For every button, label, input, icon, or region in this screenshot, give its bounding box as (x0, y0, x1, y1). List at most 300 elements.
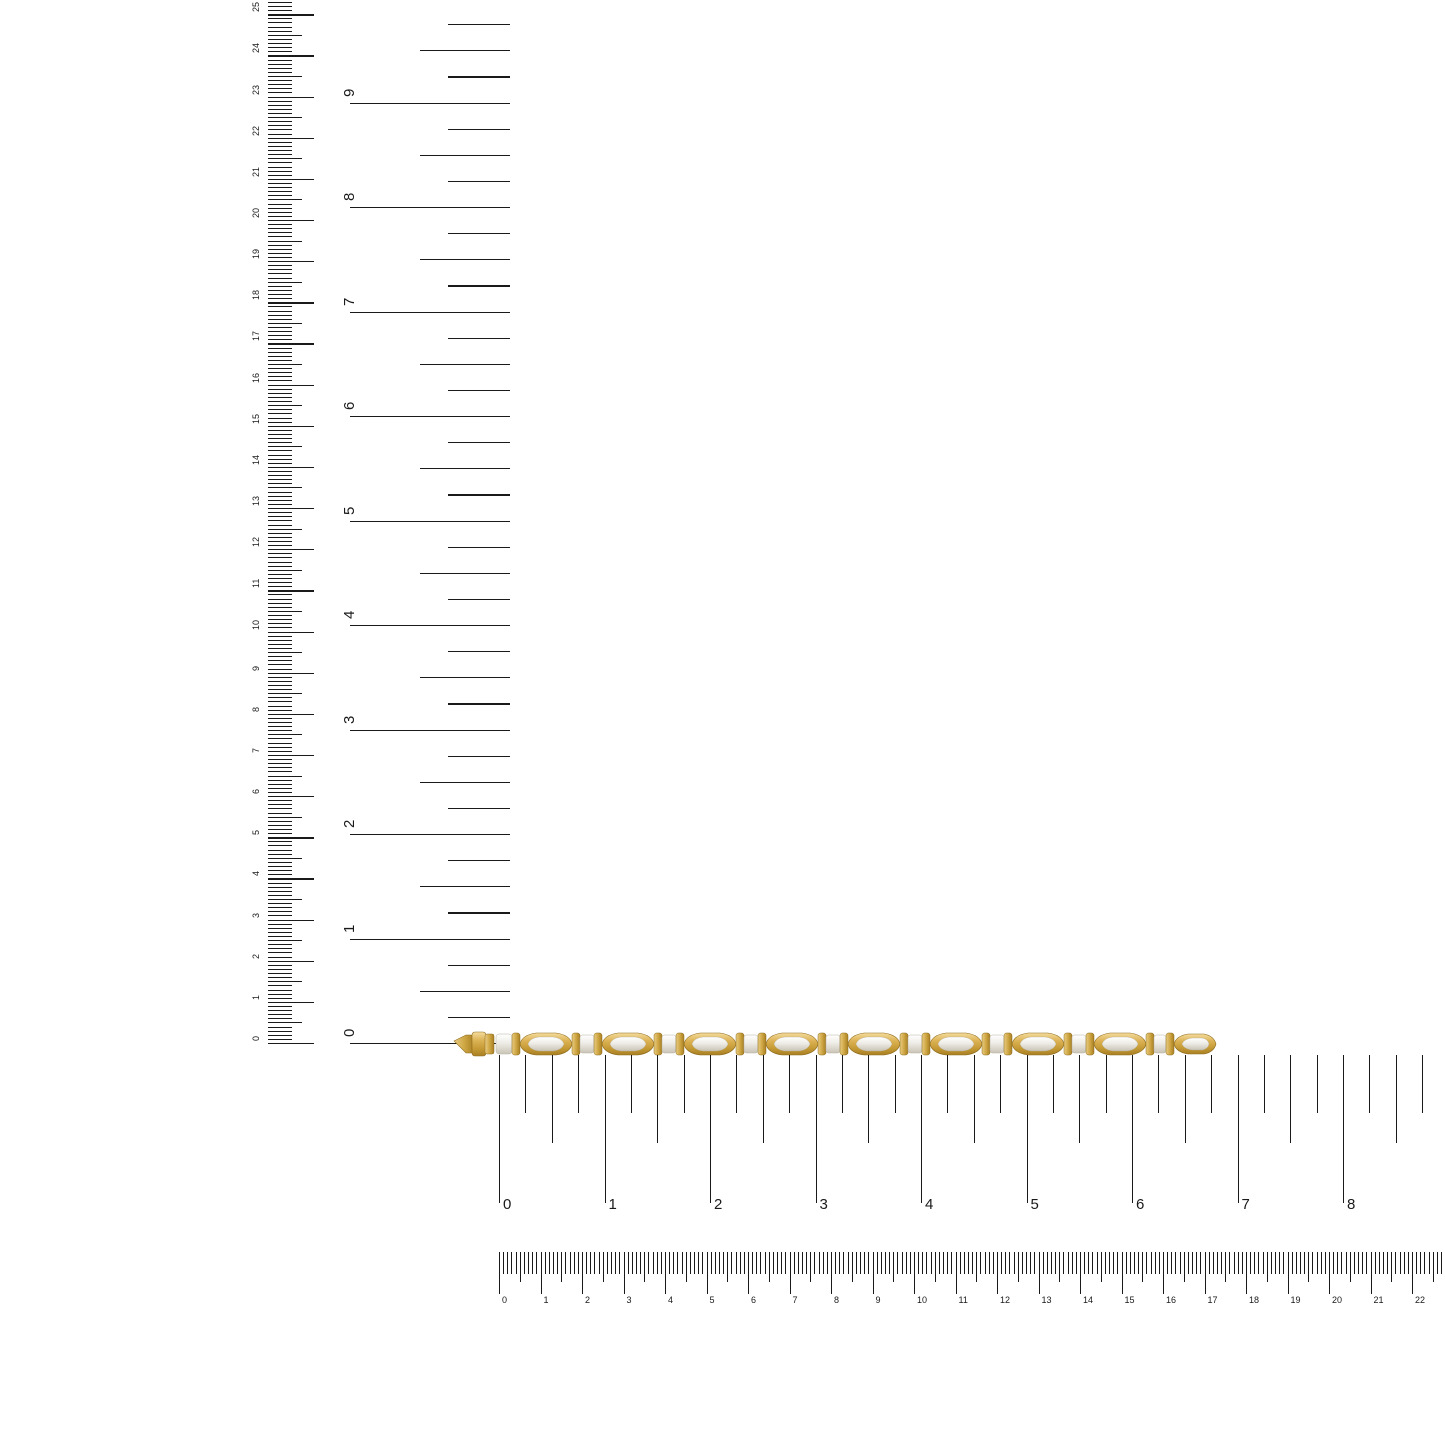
horizontal-cm-minor-tick (507, 1252, 508, 1274)
vertical-cm-major-tick (268, 343, 314, 344)
vertical-cm-minor-tick (268, 706, 292, 707)
horizontal-cm-minor-tick (1234, 1252, 1235, 1274)
vertical-cm-minor-tick (268, 1006, 292, 1007)
vertical-inch-minor-tick (448, 338, 510, 339)
horizontal-cm-minor-tick (511, 1252, 512, 1274)
horizontal-cm-label: 20 (1332, 1295, 1343, 1305)
horizontal-cm-minor-tick (1387, 1252, 1388, 1274)
vertical-cm-minor-tick (268, 142, 292, 143)
vertical-cm-minor-tick (268, 397, 292, 398)
vertical-inch-major-tick (350, 312, 510, 313)
horizontal-cm-minor-tick (607, 1252, 608, 1274)
horizontal-cm-minor-tick (1263, 1252, 1264, 1274)
vertical-cm-minor-tick (268, 43, 292, 44)
vertical-cm-minor-tick (268, 697, 292, 698)
vertical-cm-minor-tick (268, 492, 292, 493)
vertical-inch-minor-tick (448, 965, 510, 966)
vertical-cm-minor-tick (268, 286, 292, 287)
vertical-inch-minor-tick (448, 599, 510, 600)
horizontal-cm-minor-tick (503, 1252, 504, 1274)
horizontal-cm-minor-tick (636, 1252, 637, 1274)
vertical-cm-minor-tick (268, 455, 292, 456)
horizontal-cm-minor-tick (1395, 1252, 1396, 1274)
horizontal-cm-minor-tick (989, 1252, 990, 1274)
vertical-cm-minor-tick (268, 76, 302, 77)
horizontal-cm-minor-tick (1404, 1252, 1405, 1274)
vertical-cm-minor-tick (268, 500, 292, 501)
vertical-cm-minor-tick (268, 640, 292, 641)
vertical-inch-label: 7 (341, 297, 358, 306)
vertical-cm-label: 2 (251, 953, 261, 959)
horizontal-cm-minor-tick (1113, 1252, 1114, 1274)
vertical-cm-minor-tick (268, 845, 292, 846)
horizontal-inch-minor-tick (657, 1055, 658, 1143)
horizontal-cm-minor-tick (856, 1252, 857, 1274)
horizontal-cm-label: 22 (1415, 1295, 1426, 1305)
vertical-inch-label: 2 (341, 819, 358, 828)
vertical-cm-minor-tick (268, 405, 302, 406)
vertical-cm-minor-tick (268, 751, 292, 752)
vertical-cm-label: 16 (251, 372, 261, 383)
horizontal-cm-minor-tick (814, 1252, 815, 1274)
horizontal-cm-minor-tick (1238, 1252, 1239, 1274)
vertical-cm-minor-tick (268, 940, 302, 941)
horizontal-cm-minor-tick (657, 1252, 658, 1274)
horizontal-cm-minor-tick (1196, 1252, 1197, 1274)
horizontal-cm-minor-tick (1321, 1252, 1322, 1274)
vertical-cm-minor-tick (268, 1035, 292, 1036)
horizontal-cm-minor-tick (1441, 1252, 1442, 1274)
vertical-cm-major-tick (268, 961, 314, 962)
vertical-cm-label: 7 (251, 747, 261, 753)
vertical-cm-minor-tick (268, 660, 292, 661)
horizontal-cm-minor-tick (823, 1252, 824, 1274)
vertical-cm-minor-tick (268, 990, 292, 991)
horizontal-inch-minor-tick (1158, 1055, 1159, 1113)
vertical-cm-minor-tick (268, 487, 302, 488)
vertical-cm-minor-tick (268, 718, 292, 719)
vertical-cm-major-tick (268, 878, 314, 879)
vertical-cm-minor-tick (268, 738, 292, 739)
horizontal-cm-minor-tick (877, 1252, 878, 1274)
vertical-cm-major-tick (268, 714, 314, 715)
horizontal-cm-minor-tick (1142, 1252, 1143, 1282)
vertical-cm-minor-tick (268, 599, 292, 600)
horizontal-cm-minor-tick (744, 1252, 745, 1274)
vertical-cm-minor-tick (268, 68, 292, 69)
vertical-cm-minor-tick (268, 615, 292, 616)
vertical-inch-minor-tick (448, 547, 510, 548)
vertical-cm-minor-tick (268, 241, 302, 242)
horizontal-cm-label: 12 (1000, 1295, 1011, 1305)
vertical-cm-minor-tick (268, 463, 292, 464)
vertical-cm-minor-tick (268, 553, 292, 554)
horizontal-cm-minor-tick (864, 1252, 865, 1274)
vertical-cm-minor-tick (268, 866, 292, 867)
horizontal-cm-minor-tick (1192, 1252, 1193, 1274)
horizontal-inch-minor-tick (1185, 1055, 1186, 1143)
horizontal-cm-minor-tick (1009, 1252, 1010, 1274)
horizontal-inch-minor-tick (631, 1055, 632, 1113)
horizontal-cm-major-tick (1205, 1252, 1206, 1294)
horizontal-cm-minor-tick (1001, 1252, 1002, 1274)
vertical-cm-minor-tick (268, 84, 292, 85)
vertical-cm-minor-tick (268, 689, 292, 690)
vertical-cm-major-tick (268, 755, 314, 756)
vertical-cm-minor-tick (268, 364, 302, 365)
horizontal-cm-minor-tick (1088, 1252, 1089, 1274)
horizontal-cm-minor-tick (736, 1252, 737, 1274)
horizontal-inch-minor-tick (868, 1055, 869, 1143)
horizontal-cm-label: 16 (1166, 1295, 1177, 1305)
vertical-cm-minor-tick (268, 644, 292, 645)
vertical-inch-minor-tick (420, 991, 510, 992)
horizontal-inch-major-tick (1027, 1055, 1028, 1203)
horizontal-cm-major-tick (1163, 1252, 1164, 1294)
vertical-inch-minor-tick (420, 468, 510, 469)
horizontal-cm-minor-tick (1375, 1252, 1376, 1274)
horizontal-cm-minor-tick (1391, 1252, 1392, 1282)
vertical-cm-minor-tick (268, 557, 292, 558)
vertical-cm-minor-tick (268, 306, 292, 307)
vertical-cm-minor-tick (268, 422, 292, 423)
vertical-cm-minor-tick (268, 92, 292, 93)
horizontal-cm-minor-tick (611, 1252, 612, 1274)
vertical-cm-minor-tick (268, 483, 292, 484)
vertical-cm-label: 17 (251, 331, 261, 342)
horizontal-inch-minor-tick (525, 1055, 526, 1113)
horizontal-cm-minor-tick (848, 1252, 849, 1274)
vertical-cm-minor-tick (268, 282, 302, 283)
vertical-cm-minor-tick (268, 117, 302, 118)
horizontal-cm-minor-tick (532, 1252, 533, 1274)
vertical-cm-minor-tick (268, 743, 292, 744)
vertical-cm-label: 15 (251, 413, 261, 424)
vertical-cm-minor-tick (268, 471, 292, 472)
horizontal-cm-minor-tick (1076, 1252, 1077, 1274)
horizontal-cm-minor-tick (669, 1252, 670, 1274)
vertical-cm-minor-tick (268, 319, 292, 320)
horizontal-cm-minor-tick (574, 1252, 575, 1274)
vertical-cm-label: 23 (251, 84, 261, 95)
vertical-cm-label: 21 (251, 166, 261, 177)
horizontal-cm-major-tick (1246, 1252, 1247, 1294)
vertical-cm-label: 3 (251, 912, 261, 918)
horizontal-cm-minor-tick (893, 1252, 894, 1282)
vertical-cm-minor-tick (268, 323, 302, 324)
vertical-cm-minor-tick (268, 249, 292, 250)
horizontal-inch-label: 5 (1030, 1196, 1039, 1213)
vertical-cm-minor-tick (268, 825, 292, 826)
horizontal-cm-minor-tick (1317, 1252, 1318, 1274)
vertical-cm-minor-tick (268, 80, 292, 81)
horizontal-cm-label: 19 (1290, 1295, 1301, 1305)
vertical-cm-major-tick (268, 590, 314, 591)
vertical-cm-minor-tick (268, 121, 292, 122)
vertical-cm-minor-tick (268, 434, 292, 435)
horizontal-inch-minor-tick (1211, 1055, 1212, 1113)
vertical-cm-minor-tick (268, 409, 292, 410)
horizontal-cm-minor-tick (686, 1252, 687, 1282)
horizontal-cm-label: 5 (709, 1295, 715, 1305)
vertical-cm-minor-tick (268, 648, 292, 649)
vertical-cm-major-tick (268, 920, 314, 921)
horizontal-cm-minor-tick (760, 1252, 761, 1274)
horizontal-cm-minor-tick (1341, 1252, 1342, 1274)
vertical-inch-minor-tick (448, 390, 510, 391)
vertical-cm-minor-tick (268, 278, 292, 279)
vertical-cm-minor-tick (268, 578, 292, 579)
horizontal-cm-minor-tick (1437, 1252, 1438, 1274)
horizontal-cm-minor-tick (976, 1252, 977, 1282)
vertical-inch-minor-tick (448, 442, 510, 443)
vertical-inch-minor-tick (448, 181, 510, 182)
vertical-cm-minor-tick (268, 199, 302, 200)
horizontal-cm-minor-tick (810, 1252, 811, 1282)
vertical-cm-minor-tick (268, 701, 292, 702)
horizontal-cm-label: 15 (1124, 1295, 1135, 1305)
horizontal-cm-minor-tick (1026, 1252, 1027, 1274)
vertical-cm-minor-tick (268, 957, 292, 958)
vertical-cm-minor-tick (268, 22, 292, 23)
horizontal-inch-label: 8 (1347, 1196, 1356, 1213)
horizontal-cm-label: 17 (1207, 1295, 1218, 1305)
vertical-cm-minor-tick (268, 887, 292, 888)
horizontal-inch-minor-tick (736, 1055, 737, 1113)
vertical-cm-minor-tick (268, 936, 292, 937)
vertical-cm-minor-tick (268, 911, 292, 912)
vertical-inch-label: 1 (341, 924, 358, 933)
horizontal-cm-minor-tick (939, 1252, 940, 1274)
horizontal-cm-minor-tick (1325, 1252, 1326, 1274)
vertical-cm-minor-tick (268, 208, 292, 209)
horizontal-cm-minor-tick (985, 1252, 986, 1274)
horizontal-cm-minor-tick (897, 1252, 898, 1274)
vertical-cm-minor-tick (268, 813, 292, 814)
vertical-cm-minor-tick (268, 677, 292, 678)
horizontal-cm-minor-tick (1126, 1252, 1127, 1274)
horizontal-cm-minor-tick (590, 1252, 591, 1274)
horizontal-inch-minor-tick (1079, 1055, 1080, 1143)
vertical-inch-minor-tick (448, 651, 510, 652)
vertical-cm-minor-tick (268, 903, 292, 904)
vertical-inch-label: 0 (341, 1028, 358, 1037)
horizontal-cm-minor-tick (1171, 1252, 1172, 1274)
horizontal-inch-label: 4 (925, 1196, 934, 1213)
vertical-cm-label: 20 (251, 207, 261, 218)
horizontal-cm-major-tick (748, 1252, 749, 1294)
vertical-cm-label: 6 (251, 789, 261, 795)
horizontal-cm-minor-tick (881, 1252, 882, 1274)
vertical-cm-minor-tick (268, 977, 292, 978)
vertical-cm-minor-tick (268, 969, 292, 970)
vertical-cm-minor-tick (268, 18, 292, 19)
vertical-inch-major-tick (350, 730, 510, 731)
vertical-cm-minor-tick (268, 525, 292, 526)
horizontal-cm-minor-tick (889, 1252, 890, 1274)
vertical-cm-label: 11 (251, 579, 261, 589)
vertical-cm-minor-tick (268, 533, 292, 534)
horizontal-cm-minor-tick (1420, 1252, 1421, 1274)
horizontal-cm-minor-tick (1109, 1252, 1110, 1274)
horizontal-cm-minor-tick (1424, 1252, 1425, 1274)
horizontal-inch-minor-tick (684, 1055, 685, 1113)
vertical-cm-minor-tick (268, 504, 292, 505)
vertical-cm-major-tick (268, 837, 314, 838)
horizontal-cm-minor-tick (1068, 1252, 1069, 1274)
vertical-inch-label: 5 (341, 506, 358, 515)
vertical-cm-major-tick (268, 97, 314, 98)
vertical-cm-major-tick (268, 302, 314, 303)
vertical-inch-minor-tick (448, 24, 510, 25)
horizontal-cm-minor-tick (1138, 1252, 1139, 1274)
horizontal-inch-minor-tick (1422, 1055, 1423, 1113)
horizontal-cm-major-tick (1371, 1252, 1372, 1294)
vertical-cm-minor-tick (268, 858, 302, 859)
vertical-inch-minor-tick (448, 285, 510, 286)
horizontal-cm-minor-tick (557, 1252, 558, 1274)
vertical-cm-minor-tick (268, 537, 292, 538)
horizontal-cm-minor-tick (1258, 1252, 1259, 1274)
horizontal-cm-minor-tick (1408, 1252, 1409, 1274)
vertical-cm-minor-tick (268, 915, 292, 916)
vertical-cm-minor-tick (268, 315, 292, 316)
horizontal-cm-minor-tick (1292, 1252, 1293, 1274)
vertical-cm-minor-tick (268, 627, 292, 628)
horizontal-cm-minor-tick (1184, 1252, 1185, 1282)
vertical-cm-minor-tick (268, 874, 292, 875)
vertical-cm-minor-tick (268, 685, 292, 686)
horizontal-cm-minor-tick (756, 1252, 757, 1274)
horizontal-cm-minor-tick (819, 1252, 820, 1274)
horizontal-cm-minor-tick (1346, 1252, 1347, 1274)
horizontal-inch-major-tick (1238, 1055, 1239, 1203)
vertical-inch-label: 4 (341, 610, 358, 619)
vertical-cm-minor-tick (268, 105, 292, 106)
vertical-cm-minor-tick (268, 730, 292, 731)
vertical-cm-minor-tick (268, 574, 292, 575)
horizontal-cm-minor-tick (1225, 1252, 1226, 1282)
horizontal-inch-minor-tick (1264, 1055, 1265, 1113)
horizontal-cm-minor-tick (943, 1252, 944, 1274)
horizontal-cm-minor-tick (1167, 1252, 1168, 1274)
horizontal-cm-minor-tick (926, 1252, 927, 1274)
horizontal-cm-minor-tick (1350, 1252, 1351, 1282)
horizontal-cm-minor-tick (972, 1252, 973, 1274)
vertical-cm-major-tick (268, 55, 314, 56)
horizontal-cm-minor-tick (1400, 1252, 1401, 1274)
horizontal-cm-minor-tick (698, 1252, 699, 1274)
vertical-cm-minor-tick (268, 656, 292, 657)
vertical-inch-label: 3 (341, 715, 358, 724)
horizontal-inch-minor-tick (1396, 1055, 1397, 1143)
horizontal-cm-minor-tick (980, 1252, 981, 1274)
horizontal-cm-minor-tick (740, 1252, 741, 1274)
vertical-cm-minor-tick (268, 51, 292, 52)
vertical-inch-minor-tick (420, 677, 510, 678)
horizontal-inch-major-tick (921, 1055, 922, 1203)
horizontal-cm-minor-tick (781, 1252, 782, 1274)
horizontal-inch-minor-tick (842, 1055, 843, 1113)
vertical-cm-minor-tick (268, 883, 292, 884)
horizontal-cm-minor-tick (1051, 1252, 1052, 1274)
horizontal-cm-minor-tick (1146, 1252, 1147, 1274)
vertical-cm-minor-tick (268, 722, 292, 723)
vertical-cm-minor-tick (268, 693, 302, 694)
horizontal-inch-major-tick (710, 1055, 711, 1203)
vertical-cm-minor-tick (268, 446, 302, 447)
vertical-cm-minor-tick (268, 134, 292, 135)
vertical-cm-minor-tick (268, 129, 292, 130)
vertical-cm-minor-tick (268, 269, 292, 270)
horizontal-inch-minor-tick (552, 1055, 553, 1143)
vertical-cm-minor-tick (268, 854, 292, 855)
horizontal-cm-minor-tick (1084, 1252, 1085, 1274)
vertical-cm-minor-tick (268, 1018, 292, 1019)
horizontal-cm-minor-tick (1018, 1252, 1019, 1282)
vertical-cm-minor-tick (268, 763, 292, 764)
vertical-cm-minor-tick (268, 413, 292, 414)
vertical-inch-minor-tick (420, 573, 510, 574)
vertical-cm-minor-tick (268, 331, 292, 332)
vertical-inch-major-tick (350, 834, 510, 835)
vertical-cm-minor-tick (268, 187, 292, 188)
horizontal-cm-minor-tick (1047, 1252, 1048, 1274)
horizontal-cm-minor-tick (1155, 1252, 1156, 1274)
vertical-cm-major-tick (268, 179, 314, 180)
vertical-cm-minor-tick (268, 253, 292, 254)
vertical-cm-minor-tick (268, 430, 292, 431)
vertical-cm-minor-tick (268, 35, 302, 36)
vertical-cm-minor-tick (268, 664, 292, 665)
vertical-cm-minor-tick (268, 895, 292, 896)
vertical-cm-minor-tick (268, 541, 292, 542)
vertical-cm-minor-tick (268, 195, 292, 196)
vertical-cm-major-tick (268, 1043, 314, 1044)
vertical-inch-major-tick (350, 625, 510, 626)
horizontal-cm-label: 14 (1083, 1295, 1094, 1305)
horizontal-cm-minor-tick (1180, 1252, 1181, 1274)
horizontal-cm-minor-tick (868, 1252, 869, 1274)
vertical-cm-minor-tick (268, 586, 292, 587)
horizontal-cm-minor-tick (1229, 1252, 1230, 1274)
vertical-cm-minor-tick (268, 829, 292, 830)
vertical-cm-minor-tick (268, 899, 302, 900)
horizontal-cm-major-tick (541, 1252, 542, 1294)
horizontal-cm-major-tick (790, 1252, 791, 1294)
vertical-cm-minor-tick (268, 952, 292, 953)
vertical-cm-label: 9 (251, 665, 261, 671)
horizontal-cm-major-tick (1288, 1252, 1289, 1294)
vertical-cm-minor-tick (268, 948, 292, 949)
horizontal-cm-minor-tick (553, 1252, 554, 1274)
horizontal-cm-minor-tick (1105, 1252, 1106, 1274)
horizontal-cm-minor-tick (1034, 1252, 1035, 1274)
vertical-cm-minor-tick (268, 228, 292, 229)
horizontal-cm-minor-tick (661, 1252, 662, 1274)
horizontal-cm-label: 18 (1249, 1295, 1260, 1305)
vertical-cm-minor-tick (268, 1031, 292, 1032)
vertical-cm-minor-tick (268, 154, 292, 155)
vertical-cm-minor-tick (268, 372, 292, 373)
horizontal-cm-minor-tick (1379, 1252, 1380, 1274)
horizontal-cm-major-tick (499, 1252, 500, 1294)
vertical-inch-minor-tick (448, 494, 510, 495)
horizontal-cm-major-tick (831, 1252, 832, 1294)
horizontal-cm-minor-tick (1296, 1252, 1297, 1274)
horizontal-cm-label: 10 (917, 1295, 928, 1305)
vertical-cm-minor-tick (268, 273, 292, 274)
